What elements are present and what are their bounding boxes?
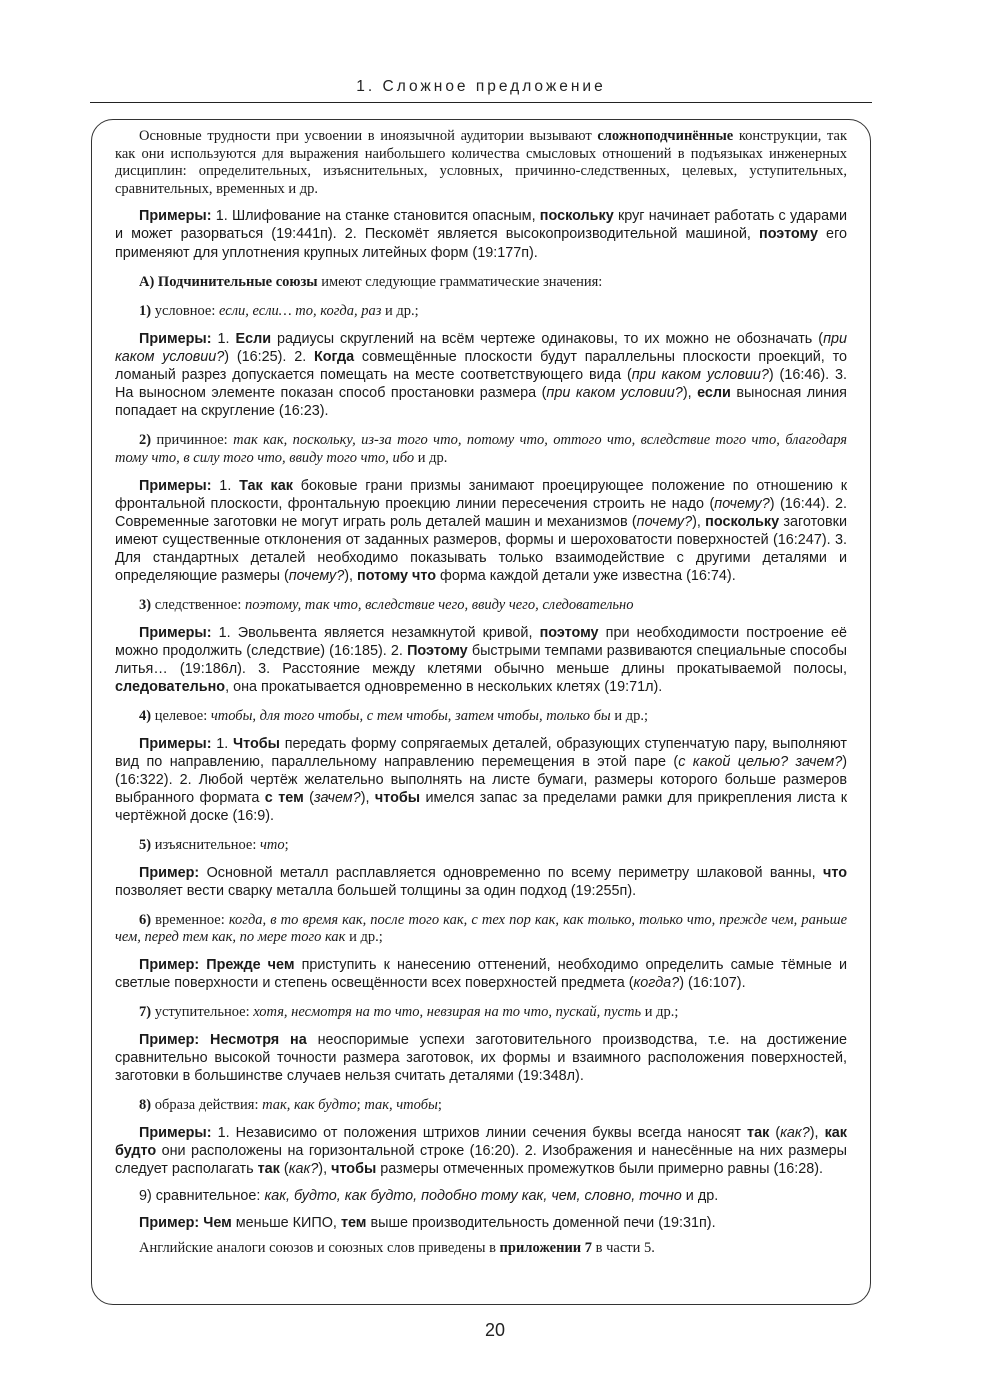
item-8-manner: 8) образа действия: так, как будто; так, чтобы;	[139, 1097, 442, 1114]
example-explanatory: Пример: Основной металл расплавляется одновременно по всему периметру шлаковой ванны, что позволяет вести сварку металла большей толщины за один подход (19:255п).	[115, 864, 847, 899]
running-head: 1. Сложное предложение	[90, 72, 872, 103]
item-2-causal: 2) причинное: так как, поскольку, из-за того что, потому что, оттого что, вследствие того что, благодаря тому что, в силу того что, ввиду того что, ибо и др.	[115, 432, 847, 466]
examples-conditional: Примеры: 1. Если радиусы скруглений на всём чертеже одинаковы, то их можно не обозначать (при каком условии?) (16:25). 2. Когда совмещённые плоскости будут параллельны плоскости проекций, то ломаный разрез допускается помещать на месте соответствующего вида (при каком условии?) (16:46). 3. На выносном элементе показан способ простановки размера (при каком условии?), если выносная линия попадает на скругление (16:23).	[115, 330, 848, 420]
item-3-consequential: 3) следственное: поэтому, так что, вследствие чего, ввиду чего, следовательно	[139, 597, 634, 614]
item-6-temporal: 6) временное: когда, в то время как, после того как, с тех пор как, как только, только что, прежде чем, раньше чем, перед тем как, по мере того как и др.;	[115, 911, 848, 946]
examples-intro: Примеры: 1. Шлифование на станке становится опасным, поскольку круг начинает работать с ударами и может разорваться (19:441п). 2. Пескомёт является высокопроизводительной машиной, поэтому его применяют для уплотнения крупных литейных форм (19:177п).	[115, 208, 848, 261]
item-9-comparative: 9) сравнительное: как, будто, как будто, подобно тому как, чем, словно, точно и др.	[139, 1188, 719, 1204]
page-number: 20	[484, 1320, 506, 1340]
section-a-heading: А) Подчинительные союзы имеют следующие грамматические значения:	[139, 273, 603, 290]
appendix-note: Английские аналоги союзов и союзных слов приведены в приложении 7 в части 5.	[139, 1240, 655, 1257]
examples-consequential: Примеры: 1. Эвольвента является незамкнутой кривой, поэтому при необходимости построение её можно продолжить (следствие) (16:185). 2. Поэтому быстрыми темпами развиваются специальные способы литья… (19:186л). 3. Расстояние между клетями обычно меньше длины прокатываемой полосы, следовательно, она прокатывается одновременно в нескольких клетях (19:71л).	[115, 624, 847, 695]
item-5-explanatory: 5) изъяснительное: что;	[139, 837, 289, 854]
example-temporal: Пример: Прежде чем приступить к нанесению оттенений, необходимо определить самые тёмные и светлые поверхности и степень освещённости всех поверхностей предмета (когда?) (16:107).	[115, 957, 848, 992]
item-7-concessive: 7) уступительное: хотя, несмотря на то что, невзирая на то что, пускай, пусть и др.;	[139, 1004, 679, 1021]
intro-paragraph: Основные трудности при усвоении в иноязычной аудитории вызывают сложноподчинённые конструкции, так как они используются для выражения наибольшего количества смысловых отношений в подъязыках инженерных дисциплин: определительных, изъяснительных, условных, причинно-следственных, целевых, уступительных, сравнительных, временных и др.	[115, 128, 847, 197]
example-concessive: Пример: Несмотря на неоспоримые успехи заготовительного производства, т.е. на достижение сравнительно высокой точности размера заготовок, их формы и взаимного расположения поверхностей, заготовки в большинстве случаев нельзя считать деталями (19:348л).	[115, 1031, 847, 1085]
item-1-conditional: 1) условное: если, если… то, когда, раз и др.;	[139, 303, 419, 320]
examples-manner: Примеры: 1. Независимо от положения штрихов линии сечения буквы всегда наносят так (как?), как будто они расположены на горизонтальной строке (16:20). 2. Изображения и нанесённые на них размеры следует располагать так (как?), чтобы размеры отмеченных промежутков были примерно равны (16:28).	[115, 1124, 847, 1177]
content-frame	[91, 119, 871, 1305]
examples-purpose: Примеры: 1. Чтобы передать форму сопрягаемых деталей, образующих ступенчатую пару, выполняют вид по направлению, параллельному направлению перемещения в этой паре (с какой целью? зачем?) (16:322). 2. Любой чертёж желательно выполнять на листе бумаги, размеры которого больше размеров выбранного формата с тем (зачем?), чтобы имелся запас за пределами рамки для прикрепления листа к чертёжной доске (16:9).	[115, 735, 848, 824]
example-comparative: Пример: Чем меньше КИПО, тем выше производительность доменной печи (19:31п).	[139, 1215, 716, 1232]
item-4-purpose: 4) целевое: чтобы, для того чтобы, с тем чтобы, затем чтобы, только бы и др.;	[139, 708, 648, 725]
examples-causal: Примеры: 1. Так как боковые грани призмы занимают проецирующее положение по отношению к фронтальной плоскости, фронтальную проекцию линии пересечения строить не надо (почему?) (16:44). 2. Современные заготовки не могут играть роль деталей машин и механизмов (почему?), поскольку заготовки имеют существенные отклонения от заданных размеров, формы и шероховатости поверхностей (16:247). 3. Для стандартных деталей необходимо показывать только взаимодействие с другими деталями и определяющие размеры (почему?), потому что форма каждой детали уже известна (16:74).	[115, 477, 848, 584]
